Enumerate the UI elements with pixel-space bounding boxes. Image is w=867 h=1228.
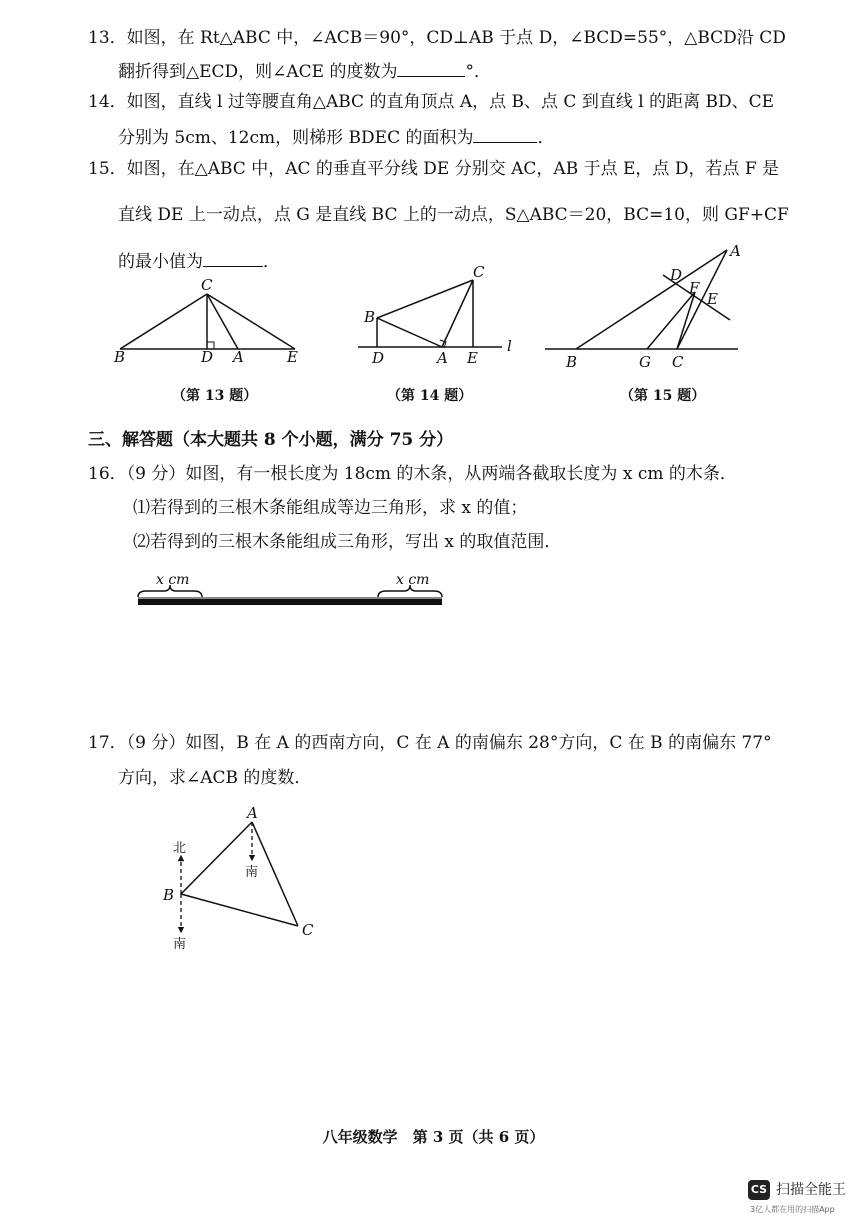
fig15-label-g: G bbox=[639, 353, 651, 371]
q13-line2-end: °． bbox=[465, 62, 491, 82]
fig15-label-a: A bbox=[730, 242, 741, 260]
q15-line2: 直线 DE 上一动点，点 G 是直线 BC 上的一动点，S△ABC＝20，BC=10，则 GF+CF bbox=[118, 205, 789, 225]
q16-line1: 16．（9 分）如图，有一根长度为 18cm 的木条，从两端各截取长度为 x cm 的木条． bbox=[88, 464, 737, 484]
fig14-label-d: D bbox=[372, 349, 385, 367]
fig14-label-b: B bbox=[364, 308, 376, 326]
q15-line1: 15．如图，在△ABC 中，AC 的垂直平分线 DE 分别交 AC，AB 于点 E，点 D，若点 F 是 bbox=[88, 159, 780, 179]
fig13-label-c: C bbox=[201, 276, 213, 294]
fig15-label-c: C bbox=[672, 353, 684, 371]
q14-line1: 14．如图，直线 l 过等腰直角△ABC 的直角顶点 A，点 B、点 C 到直线 l 的距离 BD、CE bbox=[88, 92, 775, 112]
q17-line1: 17．（9 分）如图，B 在 A 的西南方向，C 在 A 的南偏东 28°方向，C 在 B 的南偏东 77° bbox=[88, 733, 772, 753]
fig14-label-c: C bbox=[473, 263, 485, 281]
q13-answer-blank[interactable] bbox=[397, 58, 465, 77]
q14-answer-blank[interactable] bbox=[473, 124, 537, 143]
fig14-label-a: A bbox=[437, 349, 448, 367]
fig17-south-a: 南 bbox=[245, 865, 259, 880]
q15-answer-blank[interactable] bbox=[203, 248, 263, 267]
fig15-label-f: F bbox=[689, 279, 700, 297]
figure-13 bbox=[100, 270, 320, 375]
page-footer: 八年级数学 第 3 页（共 6 页） bbox=[322, 1128, 545, 1146]
fig15-label-b: B bbox=[566, 353, 578, 371]
q14-line2 bbox=[118, 124, 554, 150]
caption-13: （第 13 题） bbox=[172, 388, 258, 404]
fig13-label-b: B bbox=[114, 348, 126, 366]
scanner-brand: 扫描全能王 bbox=[776, 1182, 846, 1198]
scanner-tagline: 3亿人都在用的扫描App bbox=[750, 1205, 835, 1214]
q13-line2-text: 翻折得到△ECD，则∠ACE 的度数为 bbox=[118, 62, 398, 82]
section-3-heading: 三、解答题（本大题共 8 个小题，满分 75 分） bbox=[88, 430, 454, 450]
fig13-label-a: A bbox=[233, 348, 244, 366]
fig15-label-e: E bbox=[707, 290, 718, 308]
q16-part2: ⑵若得到的三根木条能组成三角形，写出 x 的取值范围． bbox=[133, 532, 562, 552]
q14-line2-end: ． bbox=[537, 128, 555, 148]
caption-14: （第 14 题） bbox=[387, 388, 473, 404]
fig14-label-l: l bbox=[507, 337, 512, 355]
figure-15 bbox=[540, 240, 750, 375]
fig13-label-e: E bbox=[287, 348, 298, 366]
strip-label-right: x cm bbox=[396, 572, 430, 588]
strip-label-left: x cm bbox=[156, 572, 190, 588]
fig17-north-b: 北 bbox=[173, 841, 187, 856]
figure-17 bbox=[155, 800, 330, 960]
q15-line3-end: ． bbox=[263, 252, 280, 272]
fig17-label-b: B bbox=[163, 886, 175, 904]
figure-16 bbox=[130, 570, 460, 615]
q17-line2: 方向，求∠ACB 的度数． bbox=[118, 768, 312, 788]
fig17-label-c: C bbox=[302, 921, 314, 939]
fig17-label-a: A bbox=[247, 804, 258, 822]
fig17-south-b: 南 bbox=[173, 937, 187, 952]
q13-line2 bbox=[118, 58, 491, 84]
fig13-label-d: D bbox=[201, 348, 214, 366]
q15-line3-text: 的最小值为 bbox=[118, 252, 203, 272]
q14-line2-text: 分别为 5cm、12cm，则梯形 BDEC 的面积为 bbox=[118, 128, 474, 148]
scanner-logo-icon: CS bbox=[748, 1180, 770, 1200]
figure-14 bbox=[350, 260, 530, 375]
fig15-label-d: D bbox=[670, 266, 683, 284]
fig14-label-e: E bbox=[467, 349, 478, 367]
q16-part1: ⑴若得到的三根木条能组成等边三角形，求 x 的值； bbox=[133, 498, 528, 518]
caption-15: （第 15 题） bbox=[620, 388, 706, 404]
q13-line1: 13．如图，在 Rt△ABC 中，∠ACB＝90°，CD⊥AB 于点 D，∠BCD=55°，△BCD沿 CD bbox=[88, 28, 786, 48]
